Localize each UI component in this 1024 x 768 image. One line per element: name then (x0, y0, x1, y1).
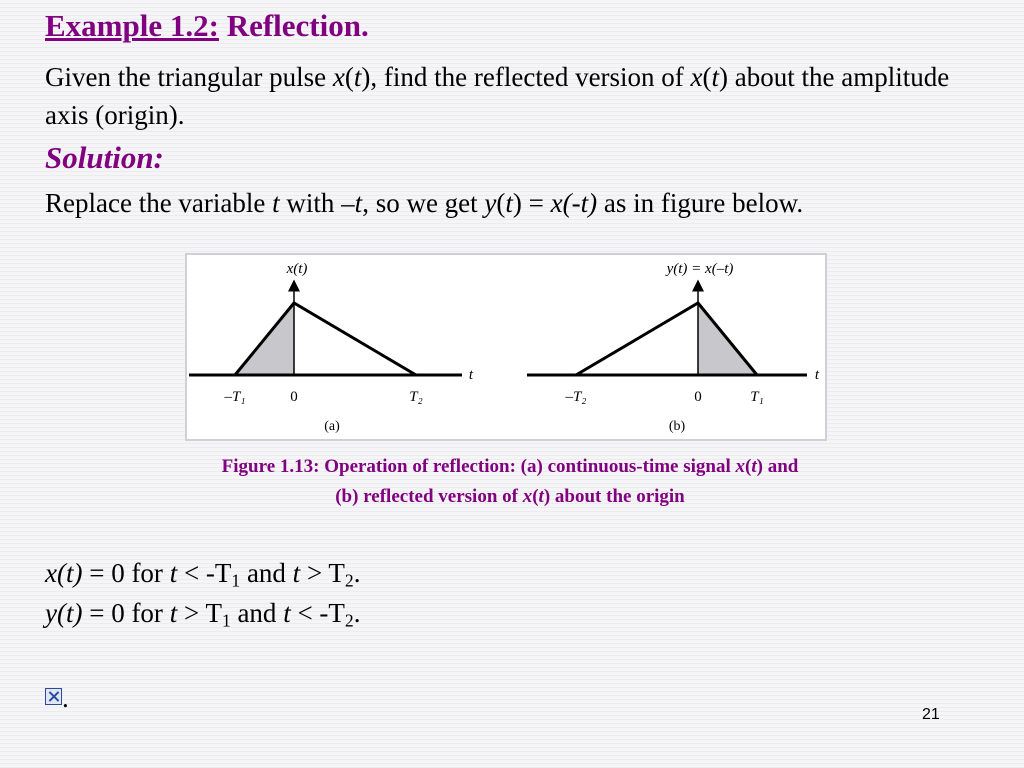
caption-text: Figure 1.13: Operation of reflection: (a) continuous-time signal (221, 456, 736, 477)
tick-a-neg-t1: –T₁ (224, 389, 246, 405)
signal-symbol: x (522, 486, 533, 507)
tick-b-t1: T₁ (750, 389, 764, 405)
time-variable: t (272, 188, 280, 218)
example-topic: Reflection. (226, 8, 369, 43)
problem-text-prefix: Given the triangular pulse (45, 62, 333, 92)
equation-lhs: y(t) (45, 598, 83, 628)
subscript: 1 (221, 610, 231, 631)
solution-text-part: = (521, 188, 551, 218)
bullet-item (45, 683, 69, 714)
tick-b-zero: 0 (694, 389, 702, 405)
equation-text: = 0 for (82, 598, 170, 628)
panel-b (527, 261, 820, 434)
equation-y-zero (45, 598, 360, 631)
time-variable: t (538, 486, 544, 507)
ylabel-b: y(t) = x(–t) (666, 261, 734, 277)
time-variable: t (711, 62, 720, 92)
equation-text: < -T (290, 598, 345, 628)
time-variable: t (169, 558, 178, 588)
subscript: 2 (344, 570, 354, 591)
signal-symbol: x (690, 62, 703, 92)
subscript: 1 (231, 570, 241, 591)
page-number: 21 (922, 706, 940, 723)
problem-statement: Given the triangular pulse x(t), find the reflected version of x(t) about the amplitude axis (origin). (45, 62, 950, 130)
reflection-diagram (187, 255, 825, 439)
equation-lhs: x(t) (45, 558, 83, 588)
tick-a-zero: 0 (290, 389, 298, 405)
time-variable: t (292, 558, 301, 588)
figure-caption (120, 452, 900, 512)
panel-label-a: (a) (324, 419, 340, 434)
equation-text: and (230, 598, 284, 628)
signal-symbol: x (735, 456, 745, 477)
equation-text: . (353, 558, 361, 588)
solution-text-part: with – (279, 188, 355, 218)
equation-text: < -T (177, 558, 232, 588)
equation-text: > T (300, 558, 345, 588)
caption-text: and (762, 456, 799, 477)
solution-text-part: as in figure below. (597, 188, 804, 218)
checkbox-bullet-icon (45, 688, 62, 705)
panel-label-b: (b) (668, 419, 686, 434)
figure-reflection (185, 253, 827, 441)
solution-heading: Solution: (45, 140, 164, 175)
time-variable: t (283, 598, 291, 628)
problem-text-middle: , find the reflected version of (370, 62, 691, 92)
time-variable: t (354, 188, 363, 218)
caption-text: (b) reflected version of (335, 486, 523, 507)
equation-text: . (353, 598, 361, 628)
solution-text: Replace the variable t with –t, so we get y(t) = x(-t) as in figure below. (45, 188, 804, 218)
equation-text: = 0 for (82, 558, 170, 588)
equation-text: and (240, 558, 293, 588)
reflected-expression: x(-t) (550, 188, 598, 218)
problem-text-suffix: about the amplitude axis (origin). (45, 62, 950, 130)
time-variable: t (505, 188, 513, 218)
solution-text-part: , so we get (362, 188, 485, 218)
signal-symbol: x (332, 62, 345, 92)
xlabel-a: t (468, 367, 474, 383)
caption-text: about the origin (550, 486, 685, 507)
xlabel-b: t (814, 367, 820, 383)
time-variable: t (353, 62, 362, 92)
caption-line-1: Figure 1.13: Operation of reflection: (a) continuous-time signal x(t) and (221, 456, 799, 477)
caption-line-2: (b) reflected version of x(t) about the origin (335, 486, 685, 507)
subscript: 2 (344, 610, 354, 631)
time-variable: t (751, 456, 757, 477)
ylabel-a: x(t) (286, 261, 308, 277)
equation-x-zero (45, 558, 360, 591)
tick-a-t2: T₂ (409, 389, 423, 405)
slide-title (45, 8, 369, 44)
output-symbol: y (484, 188, 497, 218)
equation-text: > T (177, 598, 222, 628)
solution-text-part: Replace the variable (45, 188, 273, 218)
tick-b-neg-t2: –T₂ (565, 389, 587, 405)
time-variable: t (169, 598, 178, 628)
panel-a (189, 261, 474, 434)
bullet-text: . (62, 683, 69, 713)
example-label: Example 1.2: (45, 8, 219, 43)
